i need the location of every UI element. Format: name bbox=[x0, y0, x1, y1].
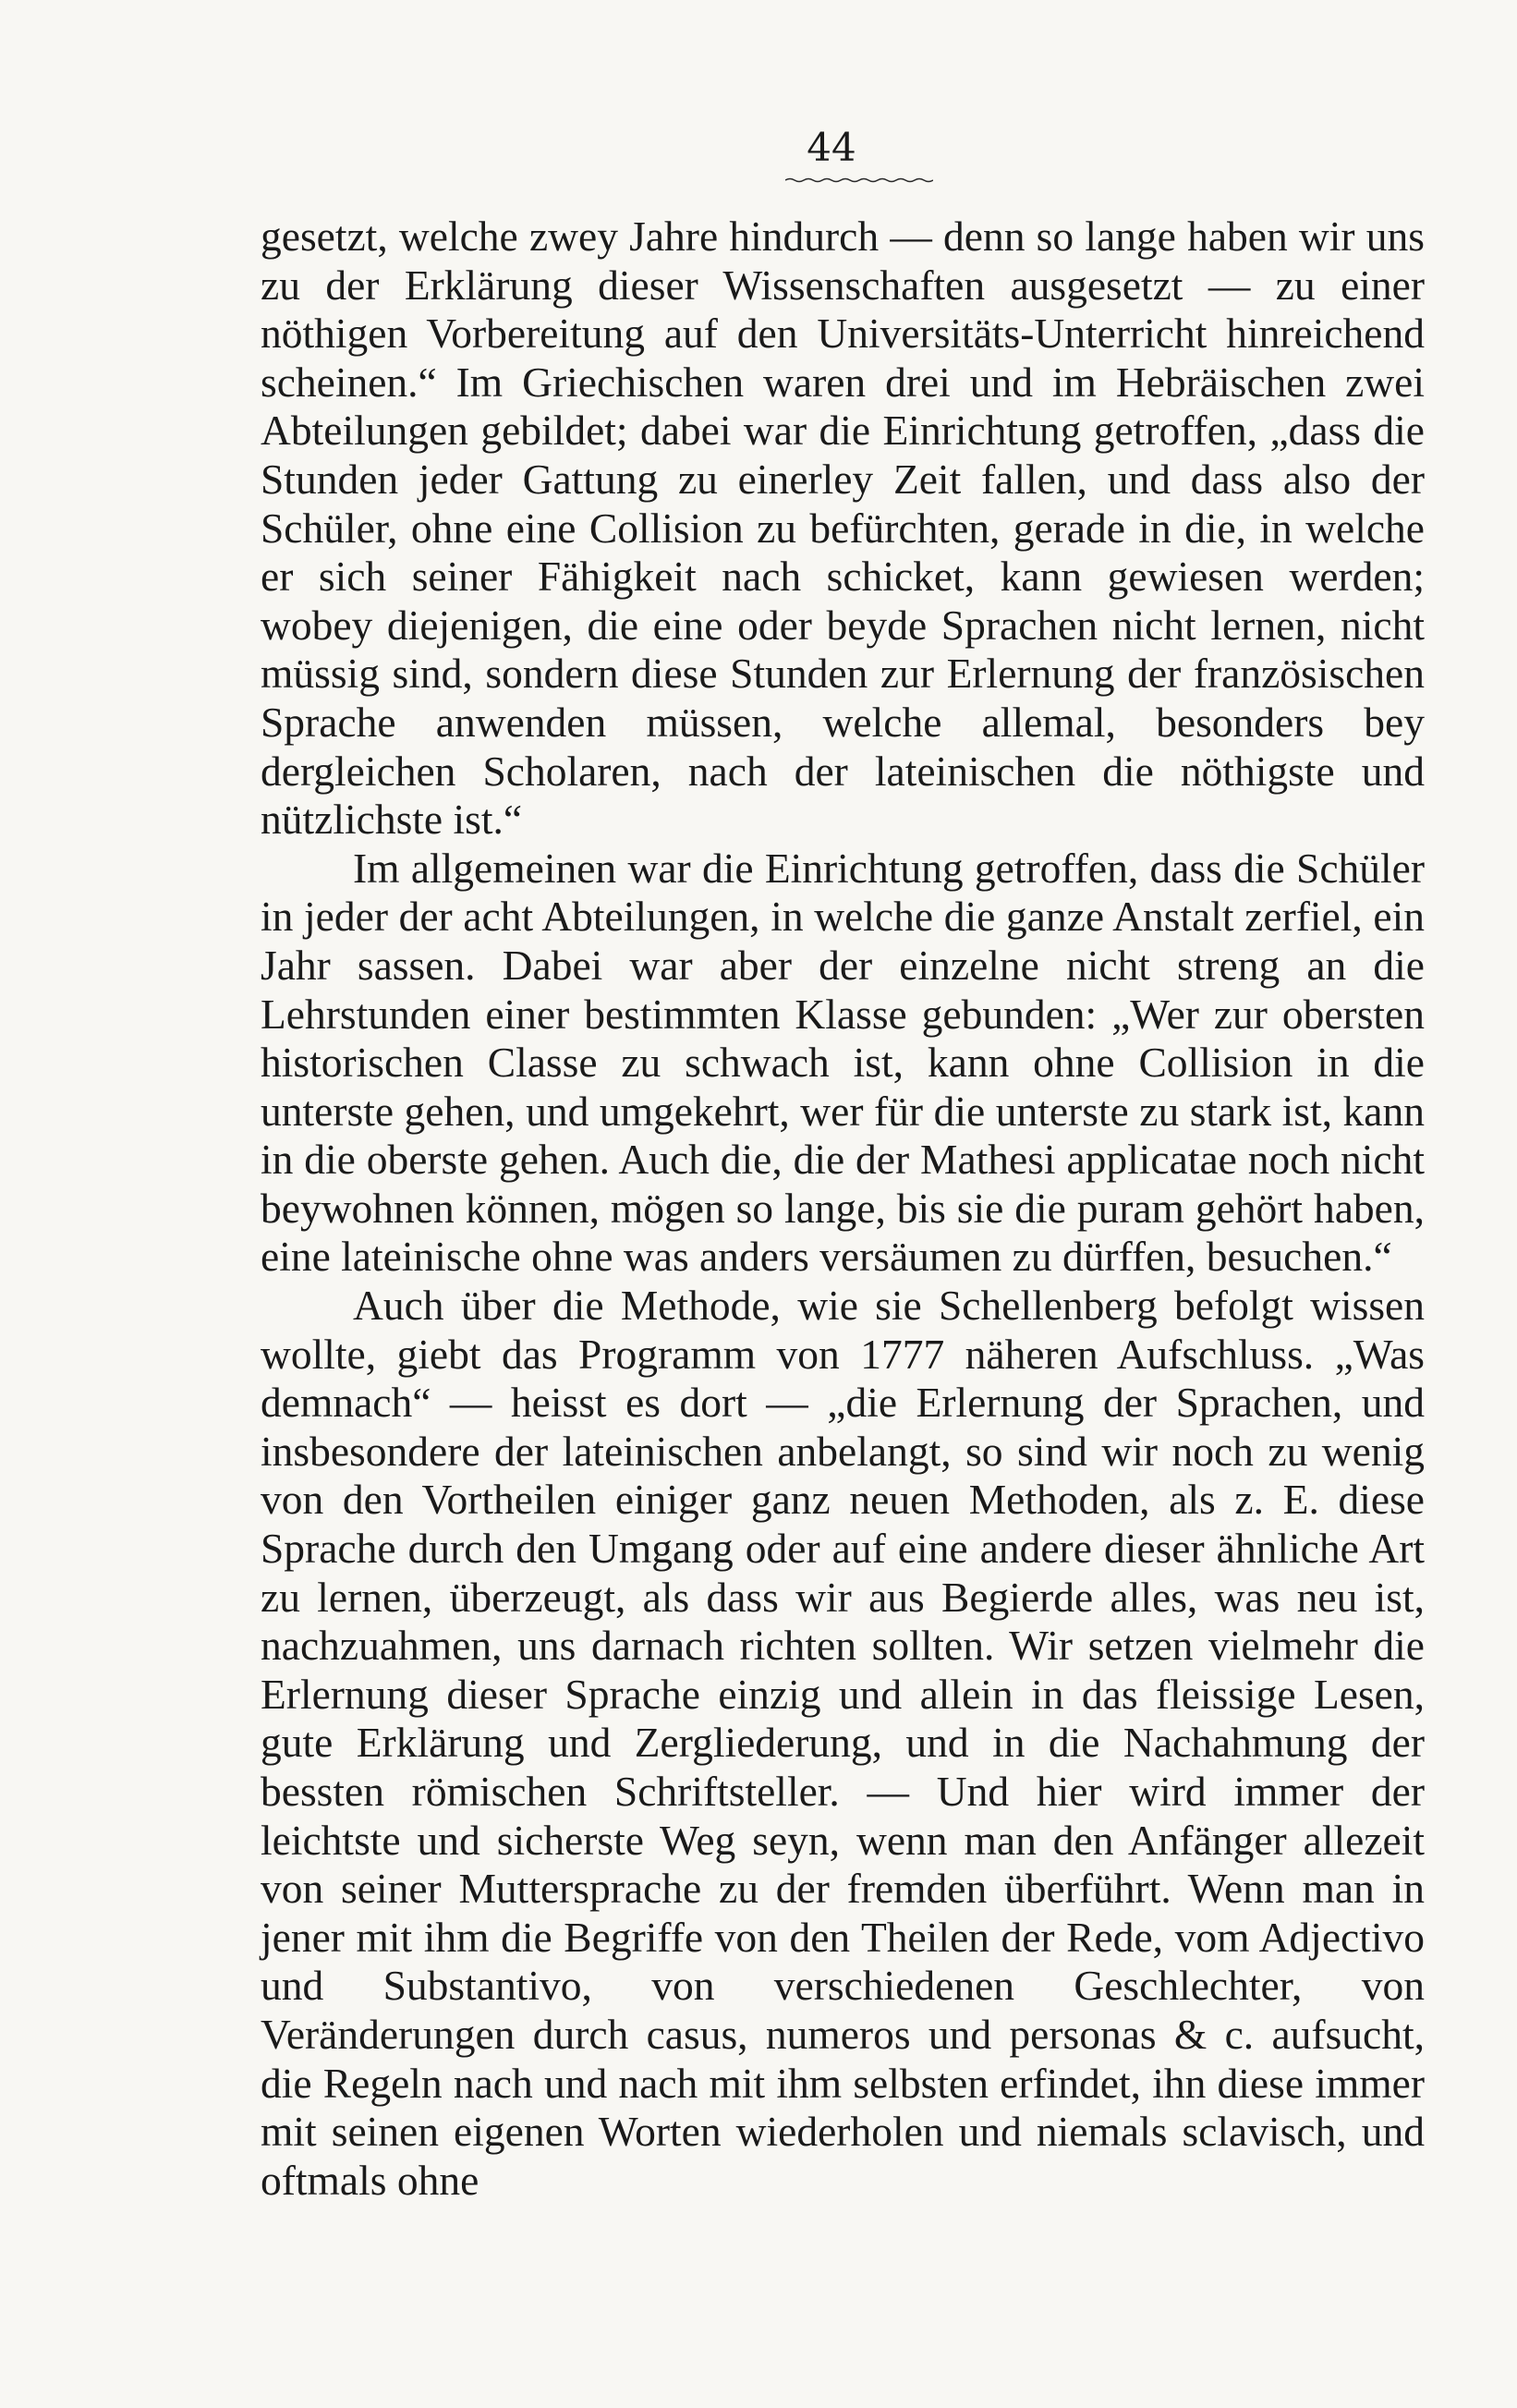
body-text bbox=[261, 213, 1425, 2205]
paragraph-continued: gesetzt, welche zwey Jahre hindurch — denn so lange haben wir uns zu der Erklärung dieser Wissenschaften ausgesetzt — zu einer nöthigen Vorbereitung auf den Universitäts-Unterricht hinreichend scheinen.“ Im Griechischen waren drei und im Hebräischen zwei Abteilungen gebildet; dabei war die Einrichtung getroffen, „dass die Stunden jeder Gattung zu einerley Zeit fallen, und dass also der Schüler, ohne eine Collision zu befürchten, gerade in die, in welche er sich seiner Fähigkeit nach schicket, kann gewiesen werden; wobey diejenigen, die eine oder beyde Sprachen nicht lernen, nicht müssig sind, sondern diese Stunden zur Erlernung der französischen Sprache anwenden müssen, welche allemal, besonders bey dergleichen Scholaren, nach der lateinischen die nöthigste und nützlichste ist.“ bbox=[261, 213, 1425, 844]
paragraph: Im allgemeinen war die Einrichtung getroffen, dass die Schüler in jeder der acht Abteilungen, in welche die ganze Anstalt zerfiel, ein Jahr sassen. Dabei war aber der einzelne nicht streng an die Lehrstunden einer bestimmten Klasse gebunden: „Wer zur obersten historischen Classe zu schwach ist, kann ohne Collision in die unterste gehen, und umgekehrt, wer für die unterste zu stark ist, kann in die oberste gehen. Auch die, die der Mathesi applicatae noch nicht beywohnen können, mögen so lange, bis sie die puram gehört haben, eine lateinische ohne was anders versäumen zu dürffen, besuchen.“ bbox=[261, 844, 1425, 1281]
page-number: 44 bbox=[807, 125, 856, 170]
page-number-wavy-rule bbox=[785, 177, 933, 183]
paragraph: Auch über die Methode, wie sie Schellenberg befolgt wissen wollte, giebt das Programm von 1777 näheren Aufschluss. „Was demnach“ — heisst es dort — „die Erlernung der Sprachen, und insbesondere der lateinischen anbelangt, so sind wir noch zu wenig von den Vortheilen einiger ganz neuen Methoden, als z. E. diese Sprache durch den Umgang oder auf eine andere dieser ähnliche Art zu lernen, überzeugt, als dass wir aus Begierde alles, was neu ist, nachzuahmen, uns darnach richten sollten. Wir setzen vielmehr die Erlernung dieser Sprache einzig und allein in das fleissige Lesen, gute Erklärung und Zergliederung, und in die Nachahmung der bessten römischen Schriftsteller. — Und hier wird immer der leichtste und sicherste Weg seyn, wenn man den Anfänger allezeit von seiner Muttersprache zu der fremden überführt. Wenn man in jener mit ihm die Begriffe von den Theilen der Rede, vom Adjectivo und Substantivo, von verschiedenen Geschlechter, von Veränderungen durch casus, numeros und personas & c. aufsucht, die Regeln nach und nach mit ihm selbsten erfindet, ihn diese immer mit seinen eigenen Worten wiederholen und niemals sclavisch, und oftmals ohne bbox=[261, 1282, 1425, 2204]
